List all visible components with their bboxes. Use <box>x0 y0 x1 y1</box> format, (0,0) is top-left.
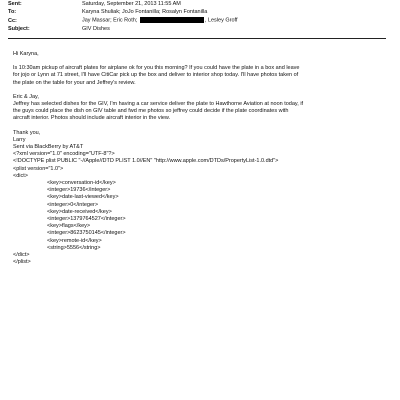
xml-entry: <integer>19736</integer> <box>47 187 111 194</box>
xml-entry: <key>remote-id</key> <box>47 237 102 244</box>
xml-entry: <key>conversation-id</key> <box>47 180 116 187</box>
paragraph-1 <box>13 65 381 87</box>
xml-entry: <key>date-received</key> <box>47 208 112 215</box>
closing: Thank you, <box>13 129 41 136</box>
sent-value: Saturday, September 21, 2013 11:55 AM <box>82 0 181 7</box>
redaction-block <box>140 17 204 23</box>
sent-via: Sent via BlackBerry by AT&T <box>13 144 84 151</box>
xml-entry: <key>date-last-viewed</key> <box>47 194 119 201</box>
cc-row <box>8 17 386 26</box>
greeting: Hi Karyna, <box>13 51 39 57</box>
header-divider <box>8 38 386 39</box>
to-row <box>8 9 386 18</box>
xml-line: <?xml version="1.0" encoding="UTF-8"?> <box>13 151 115 158</box>
subject-label: Subject: <box>8 26 30 33</box>
sent-label: Sent: <box>8 0 22 7</box>
xml-line: <plist version="1.0"> <box>13 165 64 172</box>
xml-line: </plist> <box>13 259 31 266</box>
paragraph-2-line: aircraft interior. Photos should include aircraft interior in the view. <box>13 115 171 122</box>
signature: Larry <box>13 136 26 143</box>
xml-entry: <integer>1379764527</integer> <box>47 216 126 223</box>
xml-line: <!DOCTYPE plist PUBLIC "-//Apple//DTD PLIST 1.0//EN" "http://www.apple.com/DTDs/PropertyList-1.0.dtd"> <box>13 158 279 165</box>
cc-value-after: , Lesley Groff <box>204 17 238 24</box>
xml-entry: <integer>0</integer> <box>47 201 99 208</box>
paragraph-2 <box>13 101 381 123</box>
paragraph-1-line: the plate on the table for your and Jeffrey's review. <box>13 79 136 86</box>
greeting-2: Eric & Jay, <box>13 93 39 100</box>
cc-value <box>82 17 386 25</box>
xml-entry: <integer>8623750145</integer> <box>47 230 126 237</box>
cc-value-before: Jay Massar; Eric Roth; <box>82 17 138 24</box>
xml-entry: <key>flags</key> <box>47 223 91 230</box>
cc-label: Cc: <box>8 17 17 24</box>
email-header <box>8 0 386 34</box>
email-body <box>13 51 381 266</box>
paragraph-2-line: Jeffrey has selected dishes for the GIV, I'm having a car service deliver the plate to Hawthorne Aviation at noon today, if <box>13 101 304 108</box>
xml-entry: <string>5556</string> <box>47 244 101 251</box>
paragraph-2-line: the guys could place the dish on GIV table and fwd me photos so jeffrey could decide if the plate coordinates with <box>13 108 289 115</box>
sent-row <box>8 0 386 9</box>
to-label: To: <box>8 9 17 16</box>
xml-line: </dict> <box>13 252 30 259</box>
subject-row <box>8 26 386 35</box>
paragraph-1-line: Is 10:30am pickup of aircraft plates for airplane ok for you this morning? If you could have the plate in a box and leave <box>13 65 300 72</box>
xml-line: <dict> <box>13 172 28 179</box>
to-value: Karyna Shuliak; JoJo Fontanilla; Rosalyn Fontanilla <box>82 9 208 16</box>
paragraph-1-line: for jojo or Lynn at 71 street, I'll have CitiCar pick up the box and deliver to interior shop today. I'll have photos taken of <box>13 72 299 79</box>
xml-block <box>13 151 381 266</box>
subject-value: GIV Dishes <box>82 26 110 33</box>
